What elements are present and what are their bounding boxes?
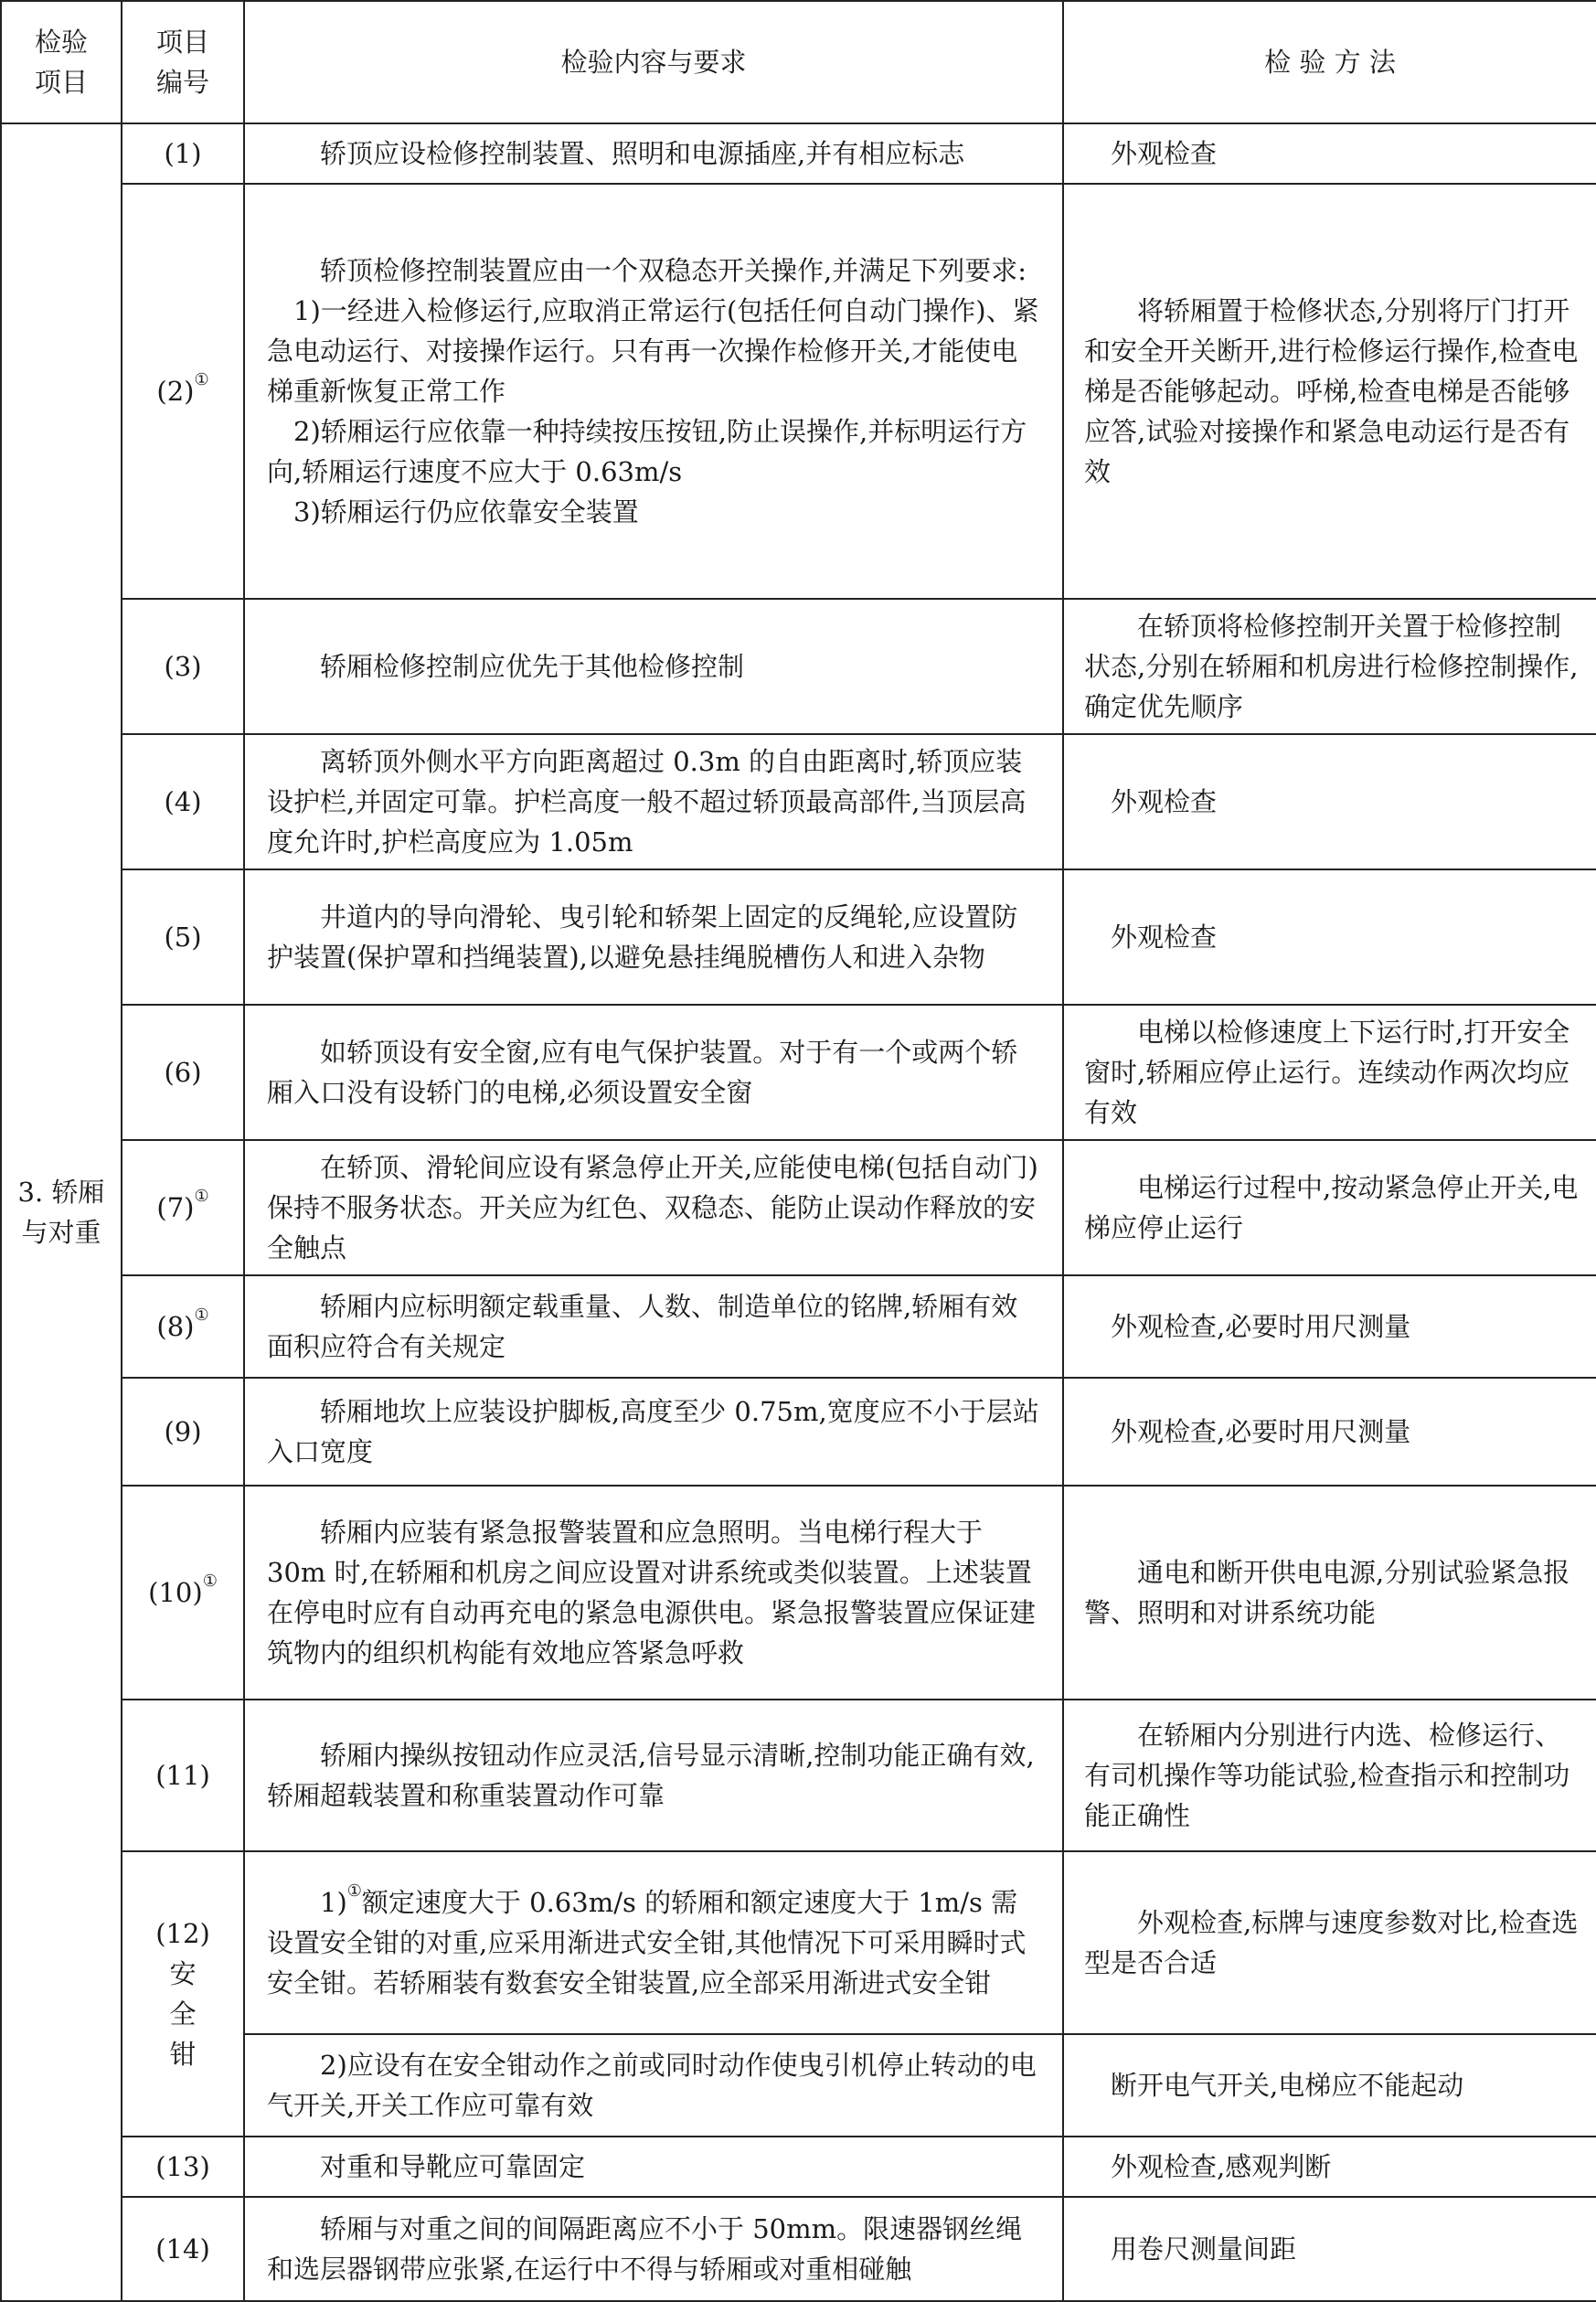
item-method: 在轿顶将检修控制开关置于检修控制状态,分别在轿厢和机房进行检修控制操作,确定优先顺序	[1063, 599, 1596, 734]
item-method: 用卷尺测量间距	[1063, 2197, 1596, 2301]
header-requirement: 检验内容与要求	[244, 1, 1063, 123]
item-requirement: 2)应设有在安全钳动作之前或同时动作使曳引机停止转动的电气开关,开关工作应可靠有效	[244, 2034, 1063, 2137]
item-requirement: 轿厢地坎上应装设护脚板,高度至少 0.75m,宽度应不小于层站入口宽度	[244, 1378, 1063, 1486]
item-method: 外观检查	[1063, 123, 1596, 184]
footnote-marker: ①	[194, 1187, 209, 1207]
footnote-marker: ①	[194, 1306, 209, 1326]
item-code-safety-gear: (12) 安 全 钳	[122, 1851, 244, 2137]
item-requirement: 如轿顶设有安全窗,应有电气保护装置。对于有一个或两个轿厢入口没有设轿门的电梯,必须设置安全窗	[244, 1005, 1063, 1140]
item-method: 外观检查	[1063, 869, 1596, 1005]
item-code: (9)	[122, 1378, 244, 1486]
item-requirement: 轿顶应设检修控制装置、照明和电源插座,并有相应标志	[244, 123, 1063, 184]
table-row	[1, 1378, 1596, 1486]
item-code: (14)	[122, 2197, 244, 2301]
item-code: (8)①	[122, 1275, 244, 1378]
table-row	[1, 869, 1596, 1005]
item-requirement: 轿厢与对重之间的间隔距离应不小于 50mm。限速器钢丝绳和选层器钢带应张紧,在运行中不得与轿厢或对重相碰触	[244, 2197, 1063, 2301]
item-requirement: 1)①额定速度大于 0.63m/s 的轿厢和额定速度大于 1m/s 需设置安全钳的对重,应采用渐进式安全钳,其他情况下可采用瞬时式安全钳。若轿厢装有数套安全钳装置,应全部采用渐进式安全钳	[244, 1851, 1063, 2034]
table-row	[1, 1851, 1596, 2034]
table-row	[1, 1486, 1596, 1700]
header-method: 检 验 方 法	[1063, 1, 1596, 123]
item-method: 外观检查,必要时用尺测量	[1063, 1378, 1596, 1486]
footnote-marker: ①	[202, 1572, 218, 1592]
table-row	[1, 1700, 1596, 1851]
item-code: (4)	[122, 734, 244, 869]
table-row	[1, 123, 1596, 184]
item-method: 外观检查,必要时用尺测量	[1063, 1275, 1596, 1378]
item-code: (10)①	[122, 1486, 244, 1700]
item-method: 通电和断开供电电源,分别试验紧急报警、照明和对讲系统功能	[1063, 1486, 1596, 1700]
item-requirement: 轿厢内应标明额定载重量、人数、制造单位的铭牌,轿厢有效面积应符合有关规定	[244, 1275, 1063, 1378]
table-row	[1, 734, 1596, 869]
category-cell: 3. 轿厢 与对重	[1, 123, 122, 2301]
header-category: 检验 项目	[1, 1, 122, 123]
item-method: 外观检查,感观判断	[1063, 2137, 1596, 2197]
item-code: (5)	[122, 869, 244, 1005]
item-method: 在轿厢内分别进行内选、检修运行、有司机操作等功能试验,检查指示和控制功能正确性	[1063, 1700, 1596, 1851]
item-code: (7)①	[122, 1140, 244, 1275]
item-method: 电梯以检修速度上下运行时,打开安全窗时,轿厢应停止运行。连续动作两次均应有效	[1063, 1005, 1596, 1140]
item-code: (6)	[122, 1005, 244, 1140]
item-method: 断开电气开关,电梯应不能起动	[1063, 2034, 1596, 2137]
table-row	[1, 2137, 1596, 2197]
table-header-row	[1, 1, 1596, 123]
item-code: (11)	[122, 1700, 244, 1851]
header-code: 项目 编号	[122, 1, 244, 123]
item-requirement: 轿顶检修控制装置应由一个双稳态开关操作,并满足下列要求: 1)一经进入检修运行,应取消正常运行(包括任何自动门操作)、紧急电动运行、对接操作运行。只有再一次操作检修开关,才能使电梯重新恢复正常工作 2)轿厢运行应依靠一种持续按压按钮,防止误操作,并标明运行方向,轿厢运行速度不应大于 0.63m/s 3)轿厢运行仍应依靠安全装置	[244, 184, 1063, 599]
item-requirement: 轿厢内应装有紧急报警装置和应急照明。当电梯行程大于 30m 时,在轿厢和机房之间应设置对讲系统或类似装置。上述装置在停电时应有自动再充电的紧急电源供电。紧急报警装置应保证建筑物内的组织机构能有效地应答紧急呼救	[244, 1486, 1063, 1700]
item-requirement: 在轿顶、滑轮间应设有紧急停止开关,应能使电梯(包括自动门)保持不服务状态。开关应为红色、双稳态、能防止误动作释放的安全触点	[244, 1140, 1063, 1275]
item-code: (13)	[122, 2137, 244, 2197]
table-row	[1, 1140, 1596, 1275]
item-requirement: 井道内的导向滑轮、曳引轮和轿架上固定的反绳轮,应设置防护装置(保护罩和挡绳装置),以避免悬挂绳脱槽伤人和进入杂物	[244, 869, 1063, 1005]
item-method: 外观检查	[1063, 734, 1596, 869]
footnote-marker: ①	[194, 370, 209, 390]
item-method: 将轿厢置于检修状态,分别将厅门打开和安全开关断开,进行检修运行操作,检查电梯是否能够起动。呼梯,检查电梯是否能够应答,试验对接操作和紧急电动运行是否有效	[1063, 184, 1596, 599]
table-row	[1, 1005, 1596, 1140]
table-row	[1, 599, 1596, 734]
item-code: (2)①	[122, 184, 244, 599]
footnote-marker: ①	[346, 1881, 362, 1902]
item-requirement: 轿厢检修控制应优先于其他检修控制	[244, 599, 1063, 734]
item-code: (3)	[122, 599, 244, 734]
item-method: 外观检查,标牌与速度参数对比,检查选型是否合适	[1063, 1851, 1596, 2034]
item-requirement: 轿厢内操纵按钮动作应灵活,信号显示清晰,控制功能正确有效,轿厢超载装置和称重装置动作可靠	[244, 1700, 1063, 1851]
item-code: (1)	[122, 123, 244, 184]
item-requirement: 对重和导靴应可靠固定	[244, 2137, 1063, 2197]
item-method: 电梯运行过程中,按动紧急停止开关,电梯应停止运行	[1063, 1140, 1596, 1275]
item-requirement: 离轿顶外侧水平方向距离超过 0.3m 的自由距离时,轿顶应装设护栏,并固定可靠。护栏高度一般不超过轿顶最高部件,当顶层高度允许时,护栏高度应为 1.05m	[244, 734, 1063, 869]
table-row	[1, 1275, 1596, 1378]
table-row	[1, 2197, 1596, 2301]
table-row	[1, 184, 1596, 599]
